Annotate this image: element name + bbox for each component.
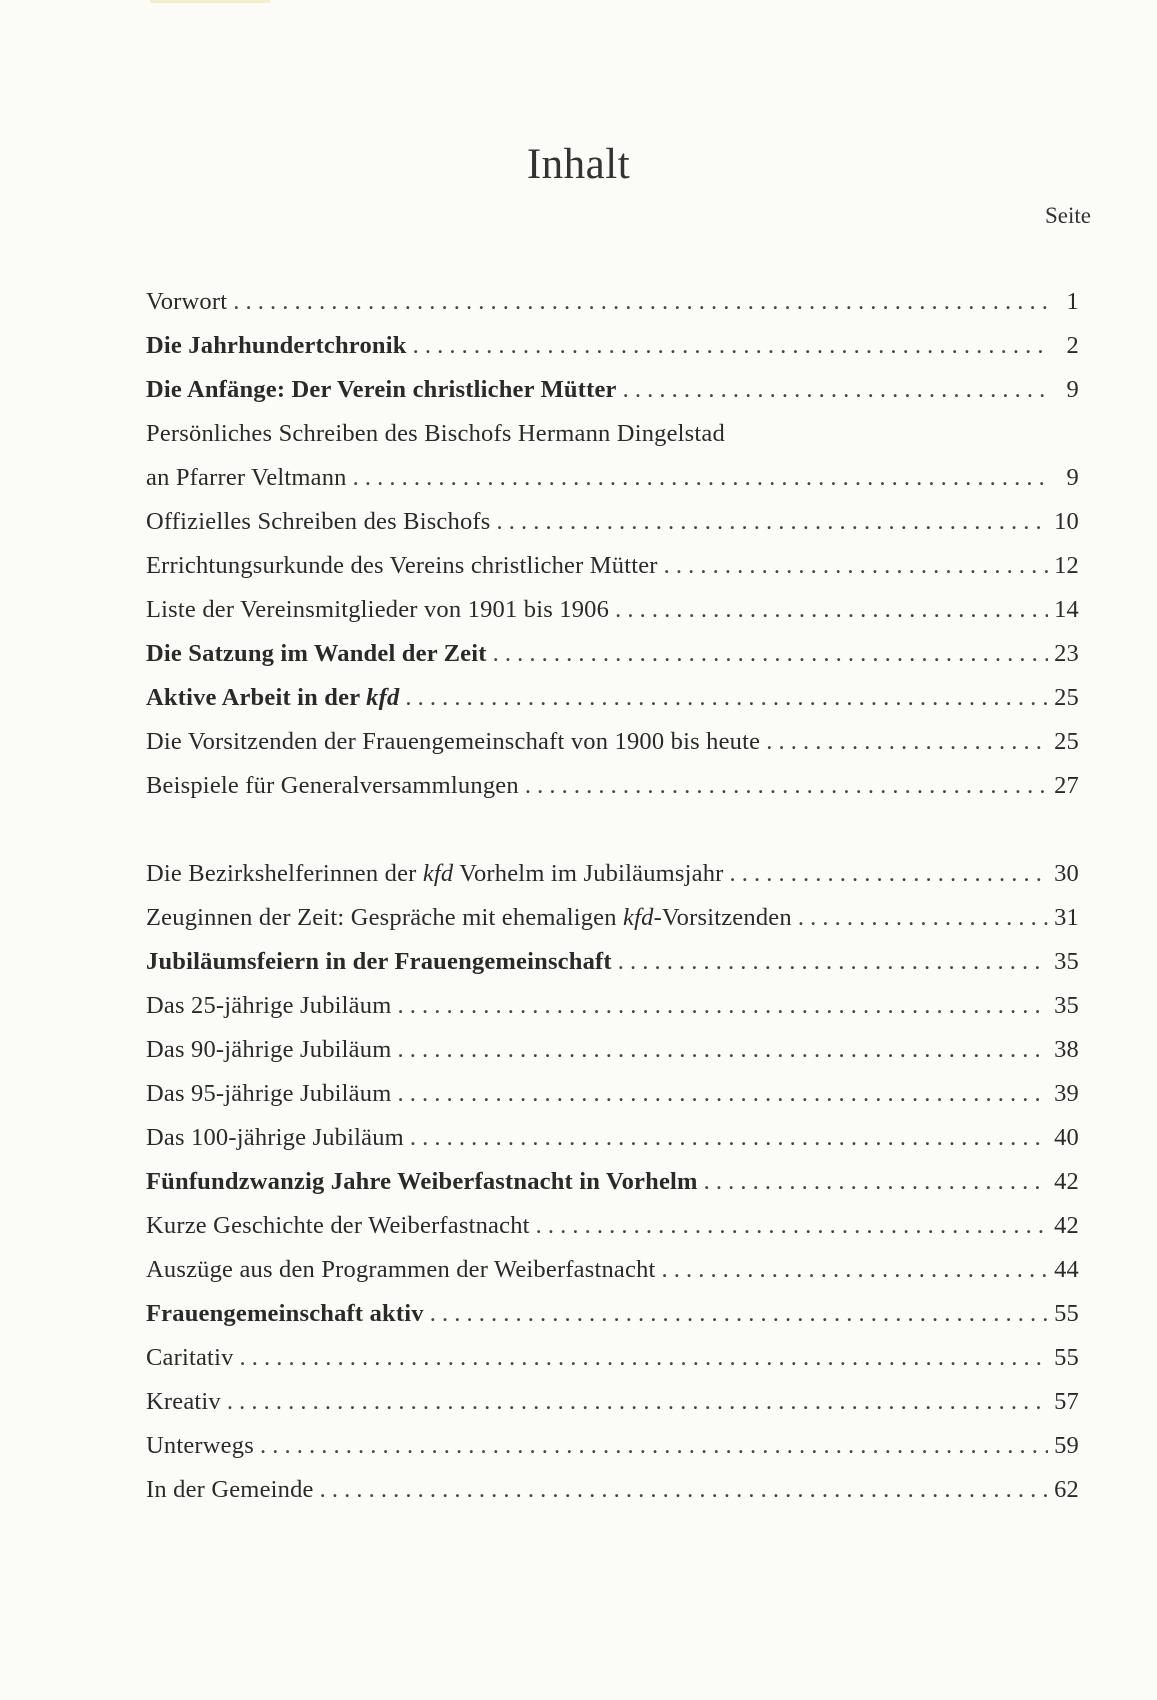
toc-entry-label-text: Die Bezirkshelferinnen der <box>146 860 423 887</box>
toc-entry <box>146 948 1079 992</box>
toc-page-number: 25 <box>1054 728 1079 755</box>
toc-page-number: 1 <box>1066 288 1079 315</box>
toc-entry-label <box>146 860 724 888</box>
toc-page-number: 42 <box>1054 1168 1079 1195</box>
toc-page-number: 10 <box>1054 508 1079 535</box>
toc-entry <box>146 640 1079 684</box>
toc-leader-dots <box>227 1388 1048 1416</box>
toc-page-number: 62 <box>1054 1476 1079 1503</box>
toc-entry <box>146 1388 1079 1432</box>
toc-entry <box>146 684 1079 728</box>
toc-entry-label: Vorwort <box>146 288 228 315</box>
toc-entry-label: Die Vorsitzenden der Frauengemeinschaft von 1900 bis heute <box>146 728 761 755</box>
toc-leader-dots <box>704 1168 1048 1196</box>
toc-leader-dots <box>525 772 1048 800</box>
toc-entry-label: Kurze Geschichte der Weiberfastnacht <box>146 1212 530 1239</box>
toc-entry <box>146 1300 1079 1344</box>
toc-entry <box>146 1344 1079 1388</box>
toc-entry-label: Die Anfänge: Der Verein christlicher Mütter <box>146 376 617 403</box>
toc-entry-label-text: -Vorsitzenden <box>653 904 792 931</box>
toc-page-number: 23 <box>1054 640 1079 667</box>
toc-entry-label: Errichtungsurkunde des Vereins christlicher Mütter <box>146 552 658 579</box>
toc-entry-label: Die Satzung im Wandel der Zeit <box>146 640 487 667</box>
toc-page-number: 39 <box>1054 1080 1079 1107</box>
toc-leader-dots <box>405 684 1048 712</box>
toc-entry <box>146 288 1079 332</box>
toc-page-number: 57 <box>1054 1388 1079 1415</box>
toc-leader-dots <box>320 1476 1048 1504</box>
toc-entry-label-text: Zeuginnen der Zeit: Gespräche mit ehemaligen <box>146 904 624 931</box>
toc-page-number: 35 <box>1054 992 1079 1019</box>
toc-entry <box>146 992 1079 1036</box>
toc-entry-label: Das 95-jährige Jubiläum <box>146 1080 392 1107</box>
toc-page-number: 59 <box>1054 1432 1079 1459</box>
table-of-contents <box>146 288 1079 1520</box>
toc-entry <box>146 1036 1079 1080</box>
toc-entry-label: Liste der Vereinsmitglieder von 1901 bis 1906 <box>146 596 610 623</box>
toc-entry <box>146 728 1079 772</box>
toc-entry-label <box>146 684 399 712</box>
toc-entry-label: an Pfarrer Veltmann <box>146 464 347 491</box>
toc-entry-label: Unterwegs <box>146 1432 254 1459</box>
toc-entry <box>146 552 1079 596</box>
toc-entry-label-abbrev: kfd <box>623 904 654 931</box>
toc-page-number: 42 <box>1054 1212 1079 1239</box>
toc-leader-dots <box>798 904 1048 932</box>
toc-page-number: 9 <box>1066 376 1079 403</box>
toc-entry <box>146 1212 1079 1256</box>
toc-entry-label: Das 100-jährige Jubiläum <box>146 1124 404 1151</box>
toc-entry <box>146 860 1079 904</box>
toc-leader-dots <box>410 1124 1048 1152</box>
toc-page-number: 40 <box>1054 1124 1079 1151</box>
toc-entry-label: Beispiele für Generalversammlungen <box>146 772 519 799</box>
toc-page-number: 14 <box>1054 596 1079 623</box>
toc-entry <box>146 420 1079 464</box>
page-title: Inhalt <box>526 141 631 188</box>
toc-page-number: 38 <box>1054 1036 1079 1063</box>
toc-leader-dots <box>413 332 1049 360</box>
toc-entry-label: Fünfundzwanzig Jahre Weiberfastnacht in Vorhelm <box>146 1168 698 1195</box>
toc-entry-label-text: Aktive Arbeit in der <box>146 684 367 711</box>
toc-leader-dots <box>233 288 1049 316</box>
toc-entry <box>146 464 1079 508</box>
toc-leader-dots <box>353 464 1049 492</box>
toc-leader-dots <box>397 1080 1048 1108</box>
toc-entry <box>146 376 1079 420</box>
toc-page-number: 12 <box>1054 552 1079 579</box>
toc-page-number: 25 <box>1054 684 1079 711</box>
toc-leader-dots <box>615 596 1048 624</box>
toc-spacer <box>146 816 1079 860</box>
toc-entry-label <box>146 904 792 932</box>
toc-entry <box>146 596 1079 640</box>
toc-entry <box>146 1124 1079 1168</box>
toc-leader-dots <box>664 552 1048 580</box>
toc-entry-label: Caritativ <box>146 1344 234 1371</box>
toc-entry-label: Kreativ <box>146 1388 221 1415</box>
toc-entry-label: Das 90-jährige Jubiläum <box>146 1036 392 1063</box>
page-column-header: Seite <box>1045 203 1091 228</box>
toc-leader-dots <box>623 376 1049 404</box>
toc-entry-label: Die Jahrhundertchronik <box>146 332 407 359</box>
toc-entry <box>146 1476 1079 1520</box>
toc-leader-dots <box>618 948 1048 976</box>
toc-leader-dots <box>430 1300 1048 1328</box>
toc-page-number: 55 <box>1054 1344 1079 1371</box>
toc-entry <box>146 1432 1079 1476</box>
toc-entry-label-abbrev: kfd <box>366 684 400 711</box>
toc-entry <box>146 772 1079 816</box>
toc-entry-label: Offizielles Schreiben des Bischofs <box>146 508 491 535</box>
toc-entry-label: Jubiläumsfeiern in der Frauengemeinschaft <box>146 948 612 975</box>
toc-entry-label-abbrev: kfd <box>422 860 454 887</box>
toc-page-number: 2 <box>1066 332 1079 359</box>
toc-entry <box>146 1168 1079 1212</box>
toc-entry <box>146 1256 1079 1300</box>
toc-leader-dots <box>240 1344 1049 1372</box>
toc-entry-label: Das 25-jährige Jubiläum <box>146 992 392 1019</box>
toc-leader-dots <box>493 640 1048 668</box>
toc-leader-dots <box>397 992 1048 1020</box>
toc-page-number: 30 <box>1054 860 1079 887</box>
toc-page-number: 35 <box>1054 948 1079 975</box>
toc-entry <box>146 332 1079 376</box>
toc-leader-dots <box>766 728 1048 756</box>
toc-leader-dots <box>260 1432 1048 1460</box>
toc-entry <box>146 904 1079 948</box>
toc-leader-dots <box>397 1036 1048 1064</box>
toc-entry-label: Persönliches Schreiben des Bischofs Hermann Dingelstad <box>146 420 725 447</box>
toc-leader-dots <box>730 860 1049 888</box>
toc-page-number: 9 <box>1066 464 1079 491</box>
toc-entry-label: Frauengemeinschaft aktiv <box>146 1300 424 1327</box>
toc-entry-label: Auszüge aus den Programmen der Weiberfastnacht <box>146 1256 656 1283</box>
toc-entry-label-text: Vorhelm im Jubiläumsjahr <box>453 860 724 887</box>
toc-page-number: 55 <box>1054 1300 1079 1327</box>
toc-leader-dots <box>536 1212 1048 1240</box>
toc-page-number: 31 <box>1054 904 1079 931</box>
toc-page-number: 44 <box>1054 1256 1079 1283</box>
toc-entry-label: In der Gemeinde <box>146 1476 314 1503</box>
toc-entry <box>146 1080 1079 1124</box>
scan-edge-mark <box>150 0 270 3</box>
toc-leader-dots <box>497 508 1049 536</box>
toc-page-number: 27 <box>1054 772 1079 799</box>
toc-entry <box>146 508 1079 552</box>
toc-leader-dots <box>662 1256 1049 1284</box>
